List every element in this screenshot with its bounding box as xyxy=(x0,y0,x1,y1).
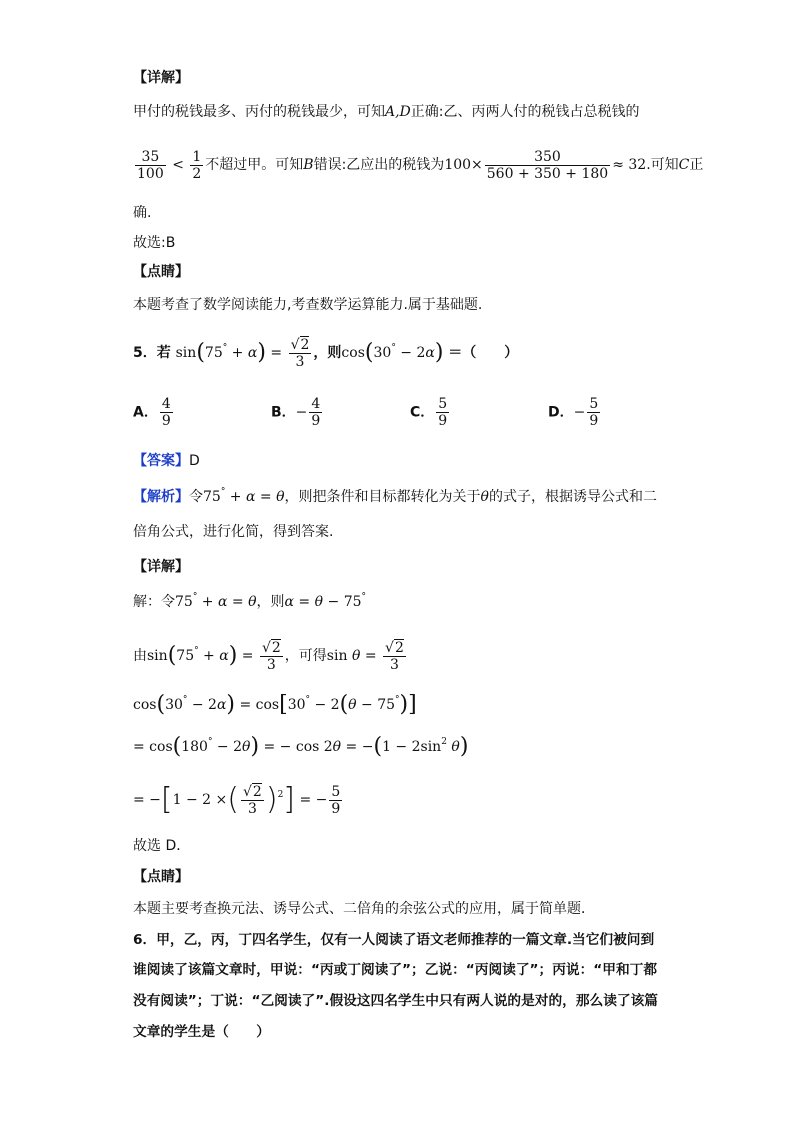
question-6-line-3: 没有阅读”；丁说：“乙阅读了”.假设这四名学生中只有两人说的是对的，那么读了该篇 xyxy=(133,993,658,1009)
q5-target: cos(30° − 2α) xyxy=(341,340,444,365)
comment-heading: 【点睛】 xyxy=(133,264,189,280)
comment5-text: 本题主要考查换元法、诱导公式、二倍角的余弦公式的应用，属于简单题． xyxy=(133,901,595,917)
detail5-heading: 【详解】 xyxy=(133,559,189,575)
question-6-line-4: 文章的学生是（ ） xyxy=(133,1024,270,1040)
answer-value: D xyxy=(189,453,200,469)
question-6-line-2: 谁阅读了该篇文章时，甲说：“丙或丁阅读了”；乙说：“丙阅读了”；丙说：“甲和丁都 xyxy=(133,962,658,978)
detail-text: 不超过甲。可知 xyxy=(205,157,304,173)
fraction-half: $\frac{1}{2}$ xyxy=(192,148,202,182)
detail-line-3: 确. xyxy=(133,205,152,221)
detail-text: 甲付的税钱最多、丙付的税钱最少，可知 xyxy=(133,104,385,120)
detail5-step-3: cos(30° − 2α) = cos[30° − 2(θ − 75°)] xyxy=(133,692,417,717)
math-ad: A,D xyxy=(385,104,411,120)
detail-line-2 xyxy=(133,147,703,183)
analysis-tag: 【解析】 xyxy=(133,489,189,505)
fraction-350: $\frac{350}{560 + 350 + 180}$ xyxy=(486,148,609,182)
question-blank: ＝（ ） xyxy=(448,345,519,361)
analysis-line-2: 倍角公式，进行化简，得到答案. xyxy=(133,524,334,540)
fraction-35-100: $\frac{35}{100}$ xyxy=(137,148,164,182)
detail5-step-2: 由sin(75° + α) = $\frac{√2}{3}$ ，可得sin θ = $\frac{√2}{3}$ xyxy=(133,639,404,673)
detail-answer: 故选:B xyxy=(133,235,176,251)
option-c[interactable]: C． $\frac{5}{9}$ xyxy=(410,396,448,429)
detail-text: .可知 xyxy=(646,157,679,173)
detail-text: 错误:乙应出的税钱为 xyxy=(313,157,445,173)
detail-heading: 【详解】 xyxy=(133,70,189,86)
math-b: B xyxy=(303,157,314,173)
math-100: 100× xyxy=(444,157,483,173)
question-number: 5．若 xyxy=(133,345,171,361)
detail5-step-4: = cos(180° − 2θ) = − $\cos 2\theta = -(1 - 2\sin^2$ θ) xyxy=(133,734,469,759)
question-5 xyxy=(133,333,518,375)
detail5-answer: 故选 D． xyxy=(133,838,191,854)
answer-tag: 【答案】 xyxy=(133,453,189,469)
detail-line-1 xyxy=(133,102,640,122)
q5-condition: sin(75° + α) = $\frac{√2}{3}$ xyxy=(175,336,310,370)
math-c: C xyxy=(678,157,690,173)
option-a[interactable]: A． $\frac{4}{9}$ xyxy=(133,396,171,429)
answer-line xyxy=(133,451,200,471)
option-d[interactable]: D．− $\frac{5}{9}$ xyxy=(548,396,599,429)
detail5-step-5: = −[1 − 2 ×( $\frac{√2}{3}$ )$^2$] = − $\frac{5}{9}$ xyxy=(133,782,341,817)
question-then: ，则 xyxy=(313,345,342,361)
comment5-heading: 【点睛】 xyxy=(133,869,189,885)
comment-text: 本题考查了数学阅读能力,考查数学运算能力.属于基础题. xyxy=(133,297,483,313)
detail-text: 正确:乙、丙两人付的税钱占总税钱的 xyxy=(410,104,640,120)
detail5-step-1: 解：令75° + α = θ，则α = θ − 75° xyxy=(133,592,367,610)
question-6-line-1: 6．甲，乙，丙，丁四名学生，仅有一人阅读了语文老师推荐的一篇文章.当它们被问到 xyxy=(133,932,655,948)
approx: ≈ 32 xyxy=(612,157,647,173)
analysis-line-1: 【解析】令75° + α = θ，则把条件和目标都转化为关于θ的式子，根据诱导公式和二 xyxy=(133,487,657,505)
less-than: < xyxy=(172,157,184,173)
option-b[interactable]: B．− $\frac{4}{9}$ xyxy=(271,396,321,429)
detail-text: 正 xyxy=(689,157,704,173)
